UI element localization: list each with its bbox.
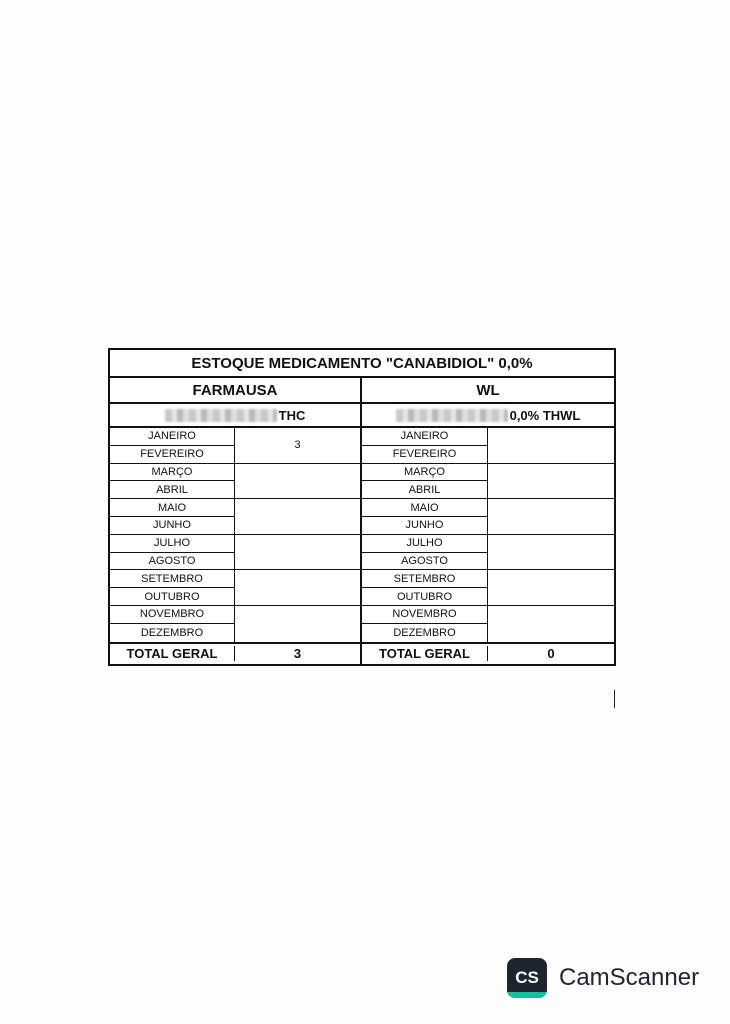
product-right-suffix: 0,0% THWL bbox=[509, 407, 581, 423]
total-left bbox=[110, 644, 362, 664]
redacted-product-name bbox=[396, 409, 508, 422]
month-label: MARÇO bbox=[362, 464, 487, 482]
month-label: JUNHO bbox=[110, 517, 234, 535]
month-label: JULHO bbox=[110, 535, 234, 553]
month-label: JULHO bbox=[362, 535, 487, 553]
redacted-product-name bbox=[165, 409, 277, 422]
left-month-values bbox=[235, 428, 360, 642]
month-label: ABRIL bbox=[362, 481, 487, 499]
total-value: 0 bbox=[547, 646, 555, 662]
month-label: NOVEMBRO bbox=[110, 606, 234, 624]
total-label: TOTAL GERAL bbox=[362, 646, 488, 661]
supplier-farmausa: FARMAUSA bbox=[110, 378, 362, 402]
value-cell bbox=[488, 606, 614, 642]
value-cell bbox=[235, 606, 360, 642]
camscanner-logo-icon: CS bbox=[507, 958, 547, 998]
supplier-header-row bbox=[110, 378, 614, 404]
value-cell bbox=[488, 464, 614, 500]
product-left bbox=[110, 404, 362, 426]
value-cell bbox=[235, 570, 360, 606]
left-months-block bbox=[110, 428, 362, 642]
stock-table bbox=[108, 348, 616, 666]
value-cell: 3 bbox=[235, 428, 360, 464]
month-label: MAIO bbox=[110, 499, 234, 517]
total-right bbox=[362, 644, 614, 664]
camscanner-brand: CamScanner bbox=[559, 964, 700, 991]
monthly-section bbox=[110, 428, 614, 642]
product-left-suffix: THC bbox=[278, 407, 306, 423]
value-cell bbox=[488, 535, 614, 571]
month-label: OUTUBRO bbox=[110, 588, 234, 606]
product-right bbox=[362, 404, 614, 426]
value-cell bbox=[488, 499, 614, 535]
right-month-labels bbox=[362, 428, 488, 642]
value-cell bbox=[235, 499, 360, 535]
month-label: JANEIRO bbox=[110, 428, 234, 446]
table-title: ESTOQUE MEDICAMENTO "CANABIDIOL" 0,0% bbox=[110, 350, 614, 378]
right-month-values bbox=[488, 428, 614, 642]
product-row bbox=[110, 404, 614, 428]
month-label: FEVEREIRO bbox=[110, 446, 234, 464]
text-cursor bbox=[614, 690, 615, 708]
month-label: ABRIL bbox=[110, 481, 234, 499]
month-label: DEZEMBRO bbox=[393, 626, 456, 639]
supplier-wl: WL bbox=[476, 381, 500, 399]
month-label: SETEMBRO bbox=[110, 570, 234, 588]
month-label: JUNHO bbox=[362, 517, 487, 535]
total-label: TOTAL GERAL bbox=[110, 646, 235, 661]
month-label: AGOSTO bbox=[110, 553, 234, 571]
month-label: OUTUBRO bbox=[362, 588, 487, 606]
value-cell bbox=[488, 570, 614, 606]
right-months-block bbox=[362, 428, 614, 642]
value-cell bbox=[235, 535, 360, 571]
value-cell bbox=[488, 428, 614, 464]
month-label: FEVEREIRO bbox=[362, 446, 487, 464]
total-row bbox=[110, 642, 614, 664]
month-label: MAIO bbox=[362, 499, 487, 517]
month-label: AGOSTO bbox=[362, 553, 487, 571]
month-label: DEZEMBRO bbox=[140, 626, 204, 639]
left-month-labels bbox=[110, 428, 235, 642]
camscanner-watermark bbox=[507, 958, 699, 998]
month-label: MARÇO bbox=[110, 464, 234, 482]
total-value: 3 bbox=[293, 646, 302, 662]
month-label: SETEMBRO bbox=[362, 570, 487, 588]
month-label: JANEIRO bbox=[362, 428, 487, 446]
month-label: NOVEMBRO bbox=[362, 606, 487, 624]
value-cell bbox=[235, 464, 360, 500]
